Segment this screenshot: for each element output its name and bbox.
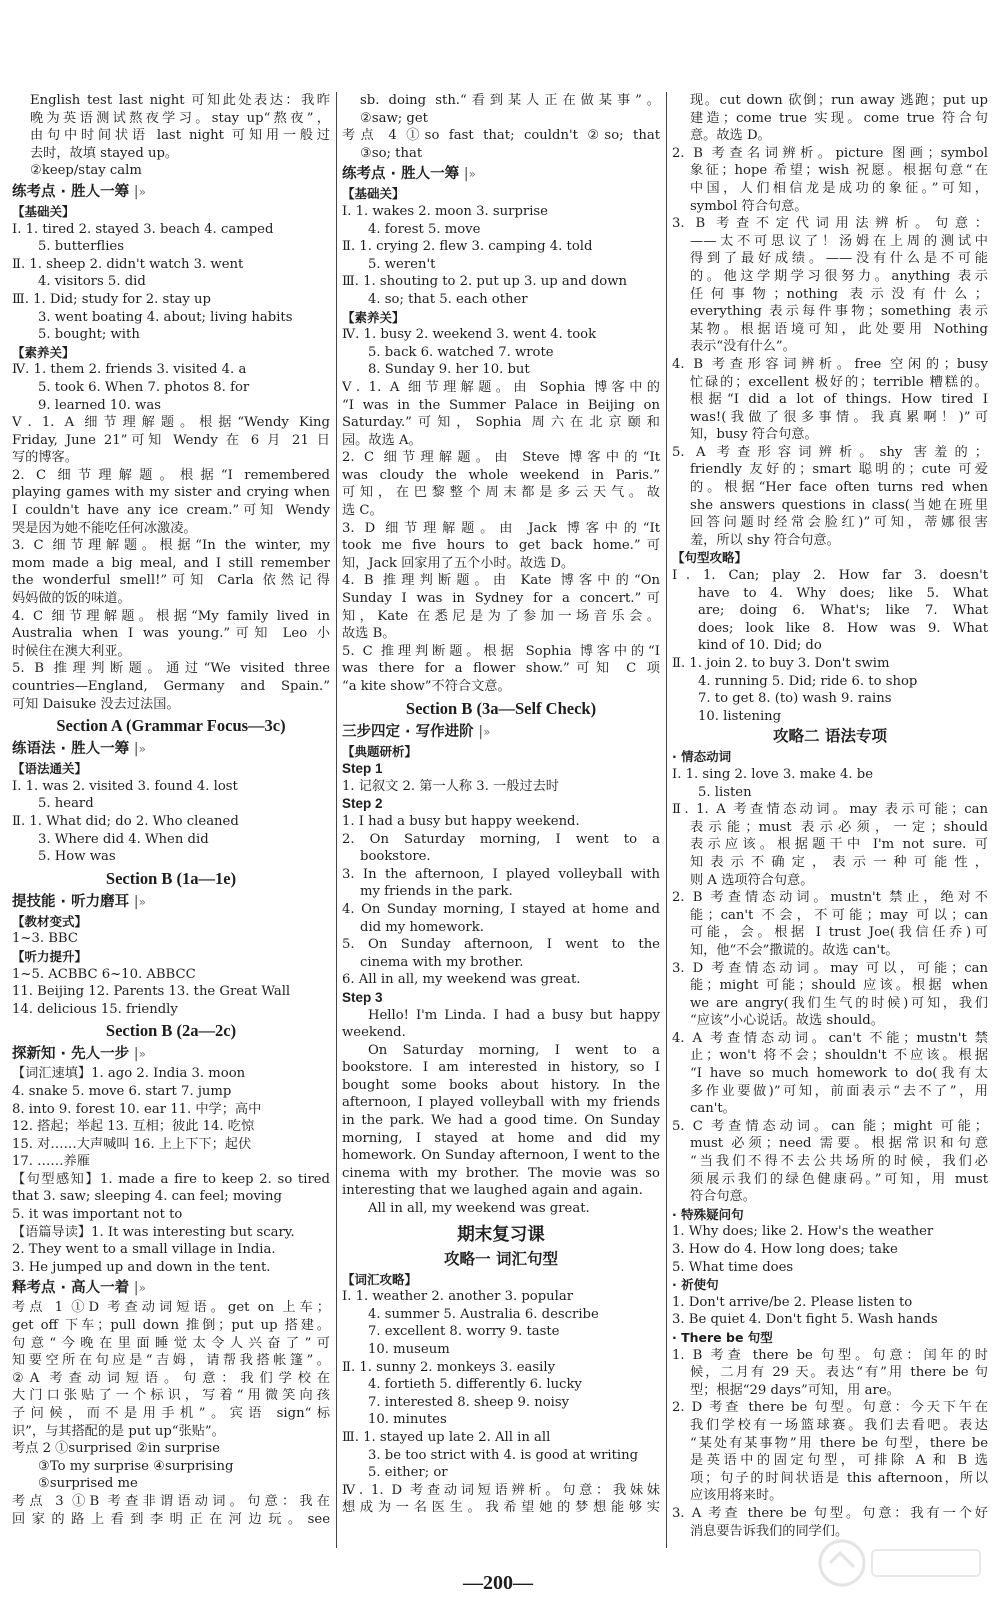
chapter-title: 期末复习课: [457, 1224, 545, 1245]
column-divider: [336, 92, 337, 1548]
answer-line: 4. running 5. Did; ride 6. to shop: [698, 673, 918, 689]
answer-line: 句意“今晚在里面睡觉太令人兴奋了”可: [12, 1335, 330, 1351]
answer-line: 妈妈做的饭的味道。: [12, 591, 131, 607]
section-heading: [12, 1278, 330, 1299]
answer-line: 故选 B。: [342, 626, 396, 642]
answer-line: “I have so much homework to do(我有太: [690, 1066, 988, 1082]
answer-line: Australia when I was young.”可知 Leo 小: [12, 626, 330, 642]
answer-line: 14. delicious 15. friendly: [12, 1001, 178, 1017]
answer-line: 1. I had a busy but happy weekend.: [342, 813, 580, 829]
answer-line: 项；句子的时间状语是 this afternoon，所以: [690, 1470, 988, 1486]
watermark-logo-icon: [816, 1534, 986, 1592]
answer-line: 由句中时间状语 last night 可知用一般过: [30, 128, 330, 144]
double-arrow-icon: »: [138, 1047, 146, 1062]
answer-line: 7. excellent 8. worry 9. taste: [368, 1324, 560, 1340]
answer-line: ③To my surprise ④surprising: [38, 1458, 234, 1474]
answer-line: 考点 1 ①D 考查动词短语。get on 上车；: [12, 1300, 330, 1316]
answer-line: Ⅱ. 1. What did; do 2. Who cleaned: [12, 813, 239, 829]
answer-line: 4. B 推理判断题。由 Kate 博客中的“On: [342, 573, 660, 589]
answer-line: Ⅰ. 1. was 2. visited 3. found 4. lost: [12, 778, 238, 794]
answer-line: “某处有某事物”用 there be 句型，there be: [690, 1435, 988, 1451]
answer-line: 5. butterflies: [38, 239, 125, 255]
answer-line: 3. C 细节理解题。根据“In the winter, my: [12, 538, 330, 554]
answer-line: 1. B 考查 there be 句型。句意：闰年的时: [672, 1347, 988, 1363]
step-label: Step 1: [342, 761, 383, 777]
answer-line: 3. D 考查情态动词。may 可以，可能；can: [672, 960, 988, 976]
section-title: Section B (3a—Self Check): [405, 698, 597, 718]
subsection-tag: 【典题研析】: [342, 743, 418, 759]
answer-line: 哭是因为她不能吃任何冰激凌。: [12, 520, 197, 536]
answer-line: does; look like 8. How was 9. What: [698, 620, 988, 636]
answer-line: 可知 Daisuke 没去过法国。: [12, 696, 180, 712]
answer-line: 11. Beijing 12. Parents 13. the Great Wall: [12, 984, 291, 1000]
answer-line: Ⅰ. 1. Can; play 2. How far 3. doesn't: [672, 568, 988, 584]
section-heading: [342, 164, 660, 185]
section-heading-text: 三步四定 · 写作进阶: [342, 723, 474, 740]
subsection-tag: 【素养关】: [12, 344, 75, 360]
answer-line: 中国，人们相信龙是成功的象征。”可知，: [690, 180, 988, 196]
answer-line: 表示“没有什么”。: [690, 339, 796, 355]
answer-line: 3. A 考查 there be 句型。句意：我有一个好: [672, 1505, 988, 1521]
answer-line: 4. so; that 5. each other: [368, 291, 528, 307]
column-divider: [666, 92, 667, 1548]
subsection-tag: 【句型攻略】: [672, 550, 748, 566]
answer-line: 3. D 细节理解题。由 Jack 博客中的“It: [342, 520, 660, 536]
answer-line: playing games with my sister and crying when: [12, 485, 330, 501]
answer-line: sb. doing sth.“看到某人正在做某事”。: [360, 93, 660, 108]
answer-line: 消息要告诉我们的同学们。: [690, 1523, 849, 1539]
answer-line: 8. Sunday 9. her 10. but: [368, 362, 530, 378]
answer-line: mom made a big meal, and I still remember: [12, 555, 330, 571]
answer-line: 4. fortieth 5. differently 6. lucky: [368, 1377, 582, 1393]
answer-line: 5. How was: [38, 849, 116, 865]
answer-line: I couldn't have any ice cream.”可知 Wendy: [12, 503, 330, 519]
section-heading-text: 探新知 · 先人一步: [12, 1046, 130, 1063]
section-title: Section B (2a—2c): [105, 1021, 237, 1041]
heading-bar-icon: |: [129, 893, 139, 910]
heading-bar-icon: |: [129, 741, 139, 758]
answer-line: 型；根据“29 days”可知，用 are。: [690, 1382, 900, 1398]
answer-line: 4. snake 5. move 6. start 7. jump: [12, 1083, 232, 1099]
answer-line: Ⅱ. 1. A 考查情态动词。may 表示可能；can: [672, 802, 988, 818]
answer-line: 2. C 细节理解题。由 Steve 博客中的“It: [342, 450, 660, 466]
answer-line: Ⅳ. 1. them 2. friends 3. visited 4. a: [12, 362, 247, 378]
page-number: —200—: [463, 1572, 533, 1594]
answer-line: Ⅰ. 1. weather 2. another 3. popular: [342, 1289, 574, 1305]
answer-line: ⑤surprised me: [38, 1476, 138, 1492]
answer-line: cinema with my brother.: [360, 954, 524, 970]
answer-line: 2. D 考查 there be 句型。句意：今天下午在: [672, 1400, 988, 1416]
answer-line: everything 表示每件事物；something 表示: [690, 304, 988, 320]
answer-line: Ⅱ. 1. sheep 2. didn't watch 3. went: [12, 256, 244, 272]
answer-line: 晚为英语测试熬夜学习。stay up“熬夜”，: [30, 110, 330, 126]
answer-line: we are angry(我们生气的时候)可知，我们: [690, 995, 988, 1011]
answer-line: 想成为一名医生。我希望她的梦想能够实: [342, 1500, 660, 1516]
answer-line: bookstore.: [360, 849, 431, 865]
answer-line: ③so; that: [360, 145, 423, 161]
answer-line: ②keep/stay calm: [30, 163, 142, 179]
answer-line: 2. On Saturday morning, I went to a: [342, 831, 660, 847]
answer-line: 则 A 选项符合句意。: [690, 872, 814, 888]
section-heading: [12, 182, 330, 203]
answer-line: 5. heard: [38, 796, 94, 812]
subsection-tag: 【基础关】: [342, 186, 405, 202]
section-heading-text: 练考点 · 胜人一筹: [12, 183, 130, 200]
answer-line: 须展示我们的绿色健康码。”可知，用 must: [690, 1171, 988, 1187]
heading-bar-icon: |: [129, 1046, 139, 1063]
subsection-tag: 【基础关】: [12, 203, 75, 219]
answer-line: 去时，故填 stayed up。: [30, 145, 179, 161]
answer-line: 3. He jumped up and down in the tent.: [12, 1259, 271, 1275]
answer-line: 知表示不确定，表示一种可能性，: [690, 854, 988, 870]
answer-line: 园。故选 A。: [342, 432, 422, 448]
answer-line: 6. All in all, my weekend was great.: [342, 972, 581, 988]
answer-line: 【语篇导读】1. It was interesting but scary.: [12, 1224, 295, 1240]
answer-line: was!(我做了很多事情。我真累啊！)”可: [690, 409, 988, 425]
answer-line: are; doing 6. What's; like 7. What: [698, 603, 988, 619]
answer-line: 10. minutes: [368, 1412, 447, 1428]
answer-line: 知，Kate 在悉尼是为了参加一场音乐会。: [342, 608, 660, 624]
heading-bar-icon: |: [473, 723, 484, 740]
answer-line: 1~5. ACBBC 6~10. ABBCC: [12, 966, 196, 982]
answer-line: 5. listen: [698, 784, 752, 800]
essay-paragraph: All in all, my weekend was great.: [368, 1201, 590, 1217]
answer-line: 3. be too strict with 4. is good at writing: [368, 1447, 639, 1463]
answer-line: 的。他这学期学习很努力。anything 表示: [690, 268, 988, 284]
answer-line: 10. listening: [698, 708, 782, 724]
answer-line: 3. went boating 4. about; living habits: [38, 309, 293, 325]
section-heading: [342, 722, 660, 743]
answer-line: 意。故选 D。: [690, 128, 771, 144]
topic-heading: · 祈使句: [672, 1277, 719, 1293]
strategy-title: 攻略一 词汇句型: [444, 1249, 558, 1268]
answer-line: 子问候，而不是用手机”。宾语 sign“标: [12, 1406, 330, 1421]
section-heading-text: 提技能 · 听力磨耳: [12, 893, 130, 910]
subsection-tag: 【词汇攻略】: [342, 1271, 418, 1287]
answer-line: “I was in the Summer Palace in Beijing on: [342, 397, 660, 413]
answer-line: have to 4. Why does; like 5. What: [698, 585, 988, 601]
answer-line: she answers questions in class(当她在班里: [690, 497, 988, 513]
answer-line: 知要空所在句应是“吉姆，请帮我搭帐篷”。: [12, 1353, 330, 1369]
answer-line: 4. On Sunday morning, I stayed at home and: [342, 901, 660, 917]
answer-line: was there for a flower show.”可知 C 项: [342, 661, 660, 677]
answer-line: 回家的路上看到李明正在河边玩。see: [12, 1511, 330, 1527]
answer-line: Ⅲ. 1. Did; study for 2. stay up: [12, 291, 211, 307]
section-heading-text: 练语法 · 胜人一筹: [12, 741, 130, 758]
answer-line: 大门口张贴了一个标识，写着“用微笑向孩: [12, 1388, 330, 1404]
answer-line: “应该”小心说话。故选 should。: [690, 1013, 884, 1029]
answer-line: ——太不可思议了！汤姆在上周的测试中: [690, 233, 988, 249]
answer-line: “当我们不得不去公共场所的时候，我们必: [690, 1154, 988, 1170]
answer-line: 5. B 推理判断题。通过“We visited three: [12, 661, 330, 677]
answer-line: Friday, June 21”可知 Wendy 在 6 月 21 日: [12, 432, 330, 448]
answer-line: 时候住在澳大利亚。: [12, 643, 131, 659]
answer-line: Ⅳ. 1. D 考查动词短语辨析。句意：我妹妹: [342, 1482, 660, 1498]
answer-line: 【句型感知】1. made a fire to keep 2. so tired: [12, 1171, 330, 1187]
answer-line: 止；won't 将不会；shouldn't 不应该。根据: [690, 1048, 988, 1064]
answer-line: 1. 记叙文 2. 第一人称 3. 一般过去时: [342, 778, 559, 794]
section-title: Section B (1a—1e): [105, 868, 237, 888]
double-arrow-icon: »: [468, 167, 476, 182]
answer-line: 5. bought; with: [38, 327, 140, 343]
step-label: Step 3: [342, 989, 383, 1005]
answer-line: countries—England, Germany and Spain.”: [12, 679, 330, 694]
answer-line: Ⅰ. 1. wakes 2. moon 3. surprise: [342, 203, 548, 219]
topic-heading: · There be 句型: [672, 1329, 773, 1345]
subsection-tag: 【素养关】: [342, 309, 405, 325]
answer-line: Ⅱ. 1. join 2. to buy 3. Don't swim: [672, 656, 890, 671]
answer-line: Ⅱ. 1. sunny 2. monkeys 3. easily: [342, 1359, 556, 1375]
answer-line: 知，Jack 回家用了五个小时。故选 D。: [342, 555, 575, 571]
section-heading-text: 练考点 · 胜人一筹: [342, 166, 460, 183]
answer-line: took me five hours to get back home.”可: [342, 538, 660, 554]
subsection-tag: 【语法通关】: [12, 761, 88, 777]
answer-line: 应该用将来时。: [690, 1488, 783, 1504]
double-arrow-icon: »: [138, 184, 146, 199]
answer-line: Sunday I was in Sydney for a concert.”可: [342, 591, 660, 607]
essay-paragraph: On Saturday morning, I went to a bookstore. I am interested in history, so I bought some books about history. In the afternoon, I played volleyball with my friends in the park. We had a good time. On Sunday morning, I stayed at home and did my homework. On Sunday afternoon, I went to the cinema with my brother. The movie was so interesting that we laughed again and again.: [342, 1042, 660, 1199]
answer-line: 4. B 考查形容词辨析。free 空闲的；busy: [672, 356, 988, 372]
answer-line: 3. How do 4. How long does; take: [672, 1242, 898, 1257]
answer-line: Ⅲ. 1. shouting to 2. put up 3. up and down: [342, 274, 628, 290]
column-right: [672, 92, 988, 1550]
answer-line: 羞，所以 shy 符合句意。: [690, 532, 840, 548]
answer-line: 15. 对……大声喊叫 16. 上上下下；起伏: [12, 1136, 252, 1152]
answer-line: 知，他“不会”撒谎的。故选 can't。: [690, 942, 899, 958]
answer-line: 可知，在巴黎整个周末都是多云天气。故: [342, 485, 660, 501]
answer-line: was cloudy the whole weekend in Paris.”: [342, 467, 660, 483]
column-left: [12, 92, 330, 1550]
answer-line: 5. either; or: [368, 1465, 448, 1481]
answer-line: 5. A 考查形容词辨析。shy 害羞的；: [672, 444, 988, 460]
answer-line: symbol 符合句意。: [690, 198, 808, 214]
answer-line: 建造；come true 实现。come true 符合句: [690, 110, 988, 126]
answer-line: ②saw; get: [360, 110, 428, 126]
answer-line: 1~3. BBC: [12, 931, 78, 947]
answer-line: 2. C 细节理解题。根据“I remembered: [12, 467, 330, 483]
answer-line: Ⅳ. 1. busy 2. weekend 3. went 4. took: [342, 327, 597, 343]
answer-line: 1. Don't arrive/be 2. Please listen to: [672, 1294, 913, 1310]
answer-line: 3. In the afternoon, I played volleyball with: [342, 866, 660, 882]
answer-line: 能；might 可能；should 应该。根据 when: [690, 978, 988, 994]
answer-line: English test last night 可知此处表达：我昨: [30, 93, 330, 108]
answer-line: my friends in the park.: [360, 884, 513, 900]
answer-line: 5. What time does: [672, 1259, 794, 1275]
answer-line: 5. it was important not to: [12, 1207, 183, 1223]
answer-line: 选 C。: [342, 503, 383, 519]
answer-line: 考点 3 ①B 考查非谓语动词。句意：我在: [12, 1493, 330, 1509]
answer-line: 5. back 6. watched 7. wrote: [368, 344, 554, 360]
answer-line: 候，二月有 29 天。表达“有”用 there be 句: [690, 1365, 988, 1381]
answer-line: 的。根据“Her face often turns red when: [690, 480, 988, 496]
answer-line: 识”，与其搭配的是 put up“张贴”。: [12, 1423, 225, 1439]
column-middle: [342, 92, 660, 1550]
answer-line: 4. forest 5. move: [368, 221, 481, 237]
answer-line: 12. 搭起；举起 13. 互相；彼此 14. 吃惊: [12, 1119, 255, 1135]
answer-line: ②A 考查动词短语。句意：我们学校在: [12, 1370, 330, 1386]
answer-line: 5. C 推理判断题。根据 Sophia 博客中的“I: [342, 643, 660, 659]
answer-line: 7. interested 8. sheep 9. noisy: [368, 1394, 570, 1410]
answer-line: 4. visitors 5. did: [38, 274, 146, 290]
heading-bar-icon: |: [459, 166, 469, 183]
answer-line: get off 下车；pull down 推倒；put up 搭建。: [12, 1318, 330, 1334]
double-arrow-icon: »: [138, 1281, 146, 1296]
section-heading: [12, 1044, 330, 1065]
answer-line: 我们学校有一场篮球赛。我们去看吧。表达: [690, 1417, 988, 1433]
topic-heading: · 特殊疑问句: [672, 1206, 744, 1222]
answer-line: that 3. saw; sleeping 4. can feel; moving: [12, 1189, 282, 1205]
answer-line: 写的博客。: [12, 450, 78, 466]
answer-line: 5. weren't: [368, 256, 436, 272]
double-arrow-icon: »: [483, 724, 491, 739]
answer-line: the wonderful smell!”可知 Carla 依然记得: [12, 573, 330, 589]
answer-line: can't。: [690, 1101, 736, 1117]
answer-line: 回答问题时经常会脸红)”可知，蒂娜很害: [690, 515, 988, 531]
answer-line: 符合句意。: [690, 1189, 756, 1205]
answer-line: 表示应该。根据题干中 I'm not sure. 可: [690, 837, 988, 853]
answer-line: must 必须；need 需要。根据常识和句意: [690, 1136, 988, 1152]
answer-line: 4. A 考查情态动词。can't 不能；mustn't 禁: [672, 1030, 988, 1046]
answer-line: 3. Where did 4. When did: [38, 831, 209, 847]
answer-line: 忙碌的；excellent 极好的；terrible 糟糕的。: [690, 374, 988, 390]
answer-line: 1. Why does; like 2. How's the weather: [672, 1224, 934, 1240]
answer-line: Ⅰ. 1. sing 2. love 3. make 4. be: [672, 766, 874, 782]
answer-line: 考点 2 ①surprised ②in surprise: [12, 1441, 220, 1457]
answer-line: Ⅲ. 1. stayed up late 2. All in all: [342, 1429, 551, 1445]
strategy-title: 攻略二 语法专项: [773, 727, 887, 746]
step-label: Step 2: [342, 796, 383, 812]
answer-line: did my homework.: [360, 919, 484, 935]
answer-line: 能；can't 不会，不可能；may 可以；can: [690, 907, 988, 923]
answer-line: 表示能；must 表示必须，一定；should: [690, 819, 988, 835]
answer-line: 【词汇速填】1. ago 2. India 3. moon: [12, 1066, 246, 1082]
answer-line: 某物。根据语境可知，此处要用 Nothing: [690, 321, 988, 337]
answer-line: 3. B 考查不定代词用法辨析。句意：: [672, 216, 988, 232]
double-arrow-icon: »: [138, 894, 146, 909]
answer-line: 2. B 考查名词辨析。picture 图画；symbol: [672, 145, 988, 161]
topic-heading: · 情态动词: [672, 749, 732, 765]
answer-line: 是英语中的固定句型，可排除 A 和 B 选: [690, 1453, 988, 1469]
heading-bar-icon: |: [129, 183, 139, 200]
answer-line: “a kite show”不符合文意。: [342, 679, 511, 694]
section-heading-text: 释考点 · 高人一着: [12, 1280, 130, 1297]
answer-line: 多作业要做)”可知，前面表示“去不了”，用: [690, 1083, 988, 1099]
heading-bar-icon: |: [129, 1280, 139, 1297]
answer-line: Saturday.”可知，Sophia 周六在北京颐和: [342, 415, 660, 431]
answer-line: 2. B 考查情态动词。mustn't 禁止，绝对不: [672, 890, 988, 906]
answer-line: 象征；hope 希望；wish 祝愿。根据句意“在: [690, 163, 988, 179]
answer-line: 3. Be quiet 4. Don't fight 5. Wash hands: [672, 1312, 938, 1328]
answer-line: 10. museum: [368, 1342, 450, 1357]
answer-line: 5. On Sunday afternoon, I went to the: [342, 937, 660, 953]
answer-line: 得到了最好成绩。——没有什么是不可能: [690, 251, 988, 267]
answer-line: Ⅴ. 1. A 细节理解题。由 Sophia 博客中的: [342, 379, 660, 395]
answer-line: 可能，会。根据 I trust Joe(我信任乔)可: [690, 925, 988, 941]
answer-line: 7. to get 8. (to) wash 9. rains: [698, 691, 892, 707]
answer-line: 任何事物；nothing 表示没有什么；: [690, 286, 988, 302]
answer-line: 8. into 9. forest 10. ear 11. 中学；高中: [12, 1101, 262, 1117]
subsection-tag: 【教材变式】: [12, 913, 88, 929]
answer-line: 5. took 6. When 7. photos 8. for: [38, 379, 250, 395]
answer-line: 4. summer 5. Australia 6. describe: [368, 1306, 599, 1322]
answer-line: Ⅰ. 1. tired 2. stayed 3. beach 4. camped: [12, 221, 274, 237]
answer-line: 17. ……养雁: [12, 1154, 90, 1170]
subsection-tag: 【听力提升】: [12, 948, 88, 964]
answer-line: Ⅱ. 1. crying 2. flew 3. camping 4. told: [342, 239, 593, 255]
section-heading: [12, 739, 330, 760]
section-title: Section A (Grammar Focus—3c): [56, 716, 286, 736]
essay-paragraph: Hello! I'm Linda. I had a busy but happy weekend.: [342, 1007, 660, 1041]
answer-line: 考点 4 ①so fast that; couldn't ②so; that: [342, 128, 660, 144]
double-arrow-icon: »: [138, 742, 146, 757]
answer-line: kind of 10. Did; do: [698, 638, 822, 654]
section-heading: [12, 892, 330, 913]
answer-line: Ⅴ. 1. A 细节理解题。根据“Wendy King: [12, 415, 330, 431]
answer-line: 知，busy 符合句意。: [690, 427, 818, 443]
answer-line: 4. C 细节理解题。根据“My family lived in: [12, 608, 330, 624]
answer-line: 9. learned 10. was: [38, 397, 161, 413]
answer-line: 2. They went to a small village in India.: [12, 1242, 276, 1258]
answer-line: 现。cut down 砍倒；run away 逃跑；put up: [690, 93, 988, 108]
answer-line: friendly 友好的；smart 聪明的；cute 可爱: [690, 462, 988, 478]
answer-line: 根据“I did a lot of things. How tired I: [690, 392, 988, 408]
answer-line: 5. C 考查情态动词。can 能；might 可能；: [672, 1118, 988, 1134]
